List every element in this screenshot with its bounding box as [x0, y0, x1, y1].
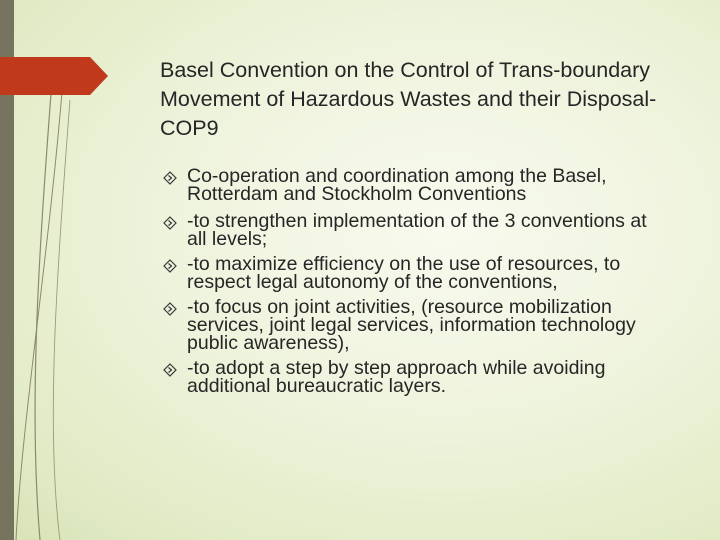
bullet-item [163, 298, 663, 352]
bullet-text: -to focus on joint activities, (resource mobilization services, joint legal services, information technology public awareness), [187, 296, 636, 354]
diamond-arrow-bullet-icon [163, 259, 177, 273]
bullet-text: Co-operation and coordination among the Basel, Rotterdam and Stockholm Conventions [187, 165, 607, 205]
diamond-arrow-bullet-icon [163, 363, 177, 377]
diamond-arrow-bullet-icon [163, 216, 177, 230]
slide-title: Basel Convention on the Control of Trans-boundary Movement of Hazardous Wastes and their Disposal-COP9 [160, 58, 657, 140]
bullet-item [163, 167, 663, 203]
bullet-item [163, 212, 663, 248]
bullet-text: -to strengthen implementation of the 3 conventions at all levels; [187, 210, 647, 250]
diamond-arrow-bullet-icon [163, 302, 177, 316]
diamond-arrow-bullet-icon [163, 171, 177, 185]
bullet-list [163, 167, 663, 395]
bullet-item [163, 359, 663, 395]
bullet-text: -to maximize efficiency on the use of resources, to respect legal autonomy of the conventions, [187, 253, 621, 293]
bullet-item [163, 255, 663, 291]
title-accent-tab [0, 57, 108, 95]
bullet-text: -to adopt a step by step approach while avoiding additional bureaucratic layers. [187, 357, 606, 397]
